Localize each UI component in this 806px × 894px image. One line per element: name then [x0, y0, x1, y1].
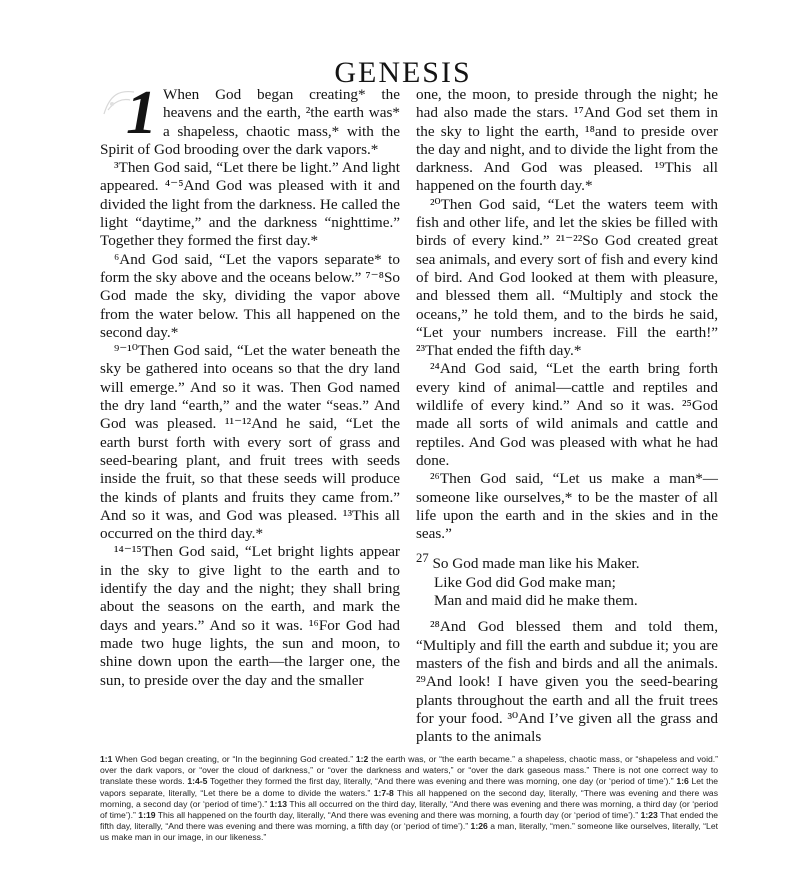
verse-paragraph [100, 79, 400, 159]
poem-line: $^{27}$ So God made man like his Maker. [416, 551, 640, 573]
verse-paragraph: ³Then God said, “Let there be light.” And light appeared. ⁴⁻⁵And God was pleased with it and divided the light from the darkness. He called the light “daytime,” and the darkness “nighttime.” Together they formed the first day.* [100, 159, 400, 250]
poem-block [416, 549, 718, 610]
poem-line: Man and maid did he make them. [434, 592, 638, 610]
verse-paragraph: ²⁶Then God said, “Let us make a man*— someone like ourselves,* to be the master of all life upon the earth and in the skies and in the seas.” [416, 470, 718, 543]
verse-paragraph: ¹⁴⁻¹⁵Then God said, “Let bright lights appear in the sky to give light to the earth and to identify the day and the night; they shall bring about the seasons on the earth, and mark the days and years.” And so it was. ¹⁶For God had made two huge lights, the sun and moon, to shine down upon the earth—the larger one, the sun, to preside over the day and the smaller [100, 543, 400, 689]
footnote: 1:6 Let the vapors separate, literally, “Let there be a dome to divide the waters.” [100, 776, 719, 798]
verse-paragraph: ⁶And God said, “Let the vapors separate* to form the sky above and the oceans below.” ⁷⁻⁸So God made the sky, dividing the vapor above from the water below. This all happened on the second day.* [100, 250, 400, 341]
footnote: 1:19 This all happened on the fourth day, literally, “And there was evening and there was morning, a fourth day (or ‘period of time’).” [138, 810, 639, 821]
left-column [100, 79, 400, 690]
verse-paragraph: ⁹⁻¹⁰Then God said, “Let the water beneath the sky be gathered into oceans so that the dry land will emerge.” And so it was. Then God named the dry land “earth,” and the water “seas.” And God was pleased. ¹¹⁻¹²And he said, “Let the earth burst forth with every sort of grass and seed-bearing plant, and fruit trees with seeds inside the fruit, so that these seeds will produce the kinds of plants and fruits they came from.” And so it was, and God was pleased. ¹³This all occurred on the third day.* [100, 342, 400, 543]
book-title: GENESIS [334, 56, 472, 90]
verse-paragraph: one, the moon, to preside through the night; he had also made the stars. ¹⁷And God set them in the sky to light the earth, ¹⁸and to preside over the day and night, and to divide the light from the darkness. And God was pleased. ¹⁹This all happened on the fourth day.* [416, 86, 718, 195]
footnote: 1:23 That ended the fifth day, literally, “And there was evening and there was morning, a fifth day (or ‘period of time’).” [100, 810, 719, 832]
footnote: 1:1 When God began creating, or “In the beginning God created.” [100, 754, 354, 764]
chapter-number: 1 [126, 79, 157, 147]
verse-paragraph: ²⁰Then God said, “Let the waters teem with fish and other life, and let the skies be filled with birds of every kind.” ²¹⁻²²So God created great sea animals, and every sort of fish and every kind of bird. And God looked at them with pleasure, and blessed them all. “Multiply and stock the oceans,” he told them, and to the birds he said, “Let your numbers increase. Fill the earth!” ²³That ended the fifth day.* [416, 195, 718, 360]
footnote: 1:2 the earth was, or “the earth became.” a shapeless, chaotic mass, or “shapeless and void.” over the dark vapors, or “over the cloud of darkness,” or “over the darkness and waters,” or “over the dark gaseous mass.” There is not one correct way to translate these words. [100, 754, 719, 787]
verse-paragraph: ²⁴And God said, “Let the earth bring forth every kind of animal—cattle and reptiles and wildlife of every kind.” And so it was. ²⁵God made all sorts of wild animals and cattle and reptiles. And God was pleased with what he had done. [416, 360, 718, 469]
footnote: 1:7-8 This all happened on the second day, literally, “There was evening and there was morning, a second day (or ‘period of time’).” [100, 787, 718, 809]
verse-number: 27 [416, 551, 429, 566]
footnote: 1:4-5 Together they formed the first day, literally, “And there was evening and there was morning, one day (or ‘period of time’).” [187, 776, 674, 787]
right-column [416, 86, 718, 746]
verse-paragraph: ²⁸And God blessed them and told them, “Multiply and fill the earth and subdue it; you are masters of the fish and birds and all the animals. ²⁹And look! I have given you the seed-bearing plants throughout the earth and all the fruit trees for your food. ³⁰And I’ve given all the grass and plants to the animals [416, 618, 718, 746]
poem-line: Like God did God make man; [434, 573, 616, 591]
footnote: 1:13 This all occurred on the third day, literally, “And there was evening and there was morning, a third day (or ‘period of time’).” [100, 798, 719, 821]
footnotes [100, 754, 718, 844]
paragraph-text: When God began creating* the heavens and the earth, ²the earth was* a shapeless, chaotic mass,* with the Spirit of God brooding over the dark vapors.* [100, 86, 400, 158]
footnote: 1:26 a man, literally, “men.” someone like ourselves, literally, “Let us make man in our image, in our likeness.” [100, 821, 718, 843]
